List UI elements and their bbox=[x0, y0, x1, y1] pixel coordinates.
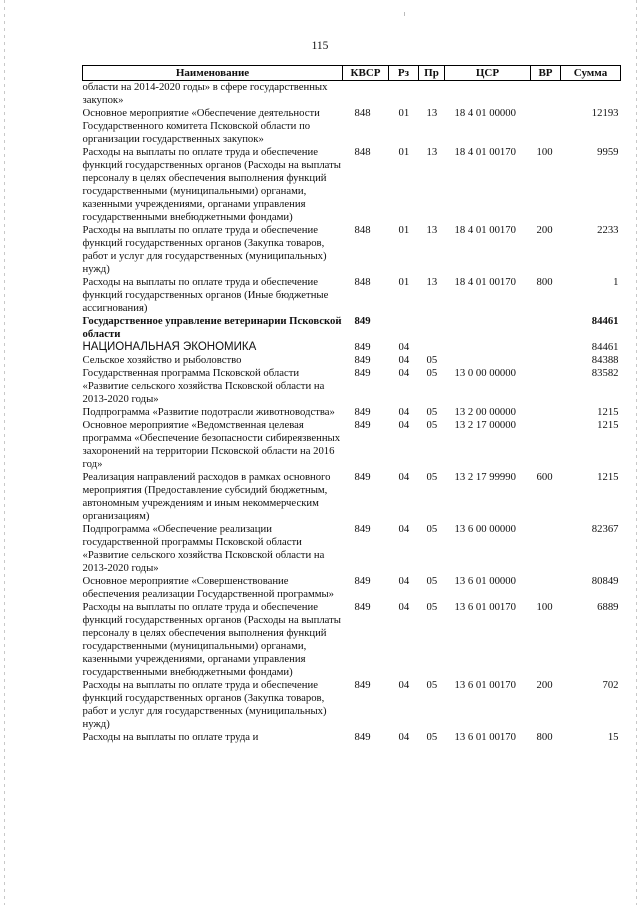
cell-sum: 9959 bbox=[597, 146, 619, 158]
cell-vr bbox=[531, 107, 561, 146]
cell-name: Расходы на выплаты по оплате труда и обеспечение функций государственных органов (Иные бюджетные ассигнования) bbox=[82, 276, 329, 314]
cell-rz: 04 bbox=[398, 601, 410, 613]
cell-pr: 05 bbox=[426, 354, 438, 366]
cell-csr bbox=[445, 315, 531, 341]
cell-rz: 04 bbox=[398, 406, 410, 418]
cell-csr: 13 2 00 00000 bbox=[454, 406, 516, 418]
cell-csr: 18 4 01 00170 bbox=[454, 224, 516, 236]
cell-kvsr: 849 bbox=[354, 523, 371, 535]
table-row bbox=[83, 731, 621, 744]
cell-vr: 100 bbox=[536, 146, 553, 158]
cell-csr: 18 4 01 00000 bbox=[454, 107, 516, 119]
cell-pr: 05 bbox=[426, 523, 438, 535]
cell-pr bbox=[419, 81, 445, 108]
cell-sum: 702 bbox=[602, 679, 619, 691]
cell-kvsr: 849 bbox=[354, 471, 371, 483]
cell-name: Государственная программа Псковской области «Развитие сельского хозяйства Псковской области на 2013-2020 годы» bbox=[82, 367, 325, 405]
cell-kvsr: 849 bbox=[354, 341, 371, 353]
cell-vr bbox=[531, 341, 561, 354]
cell-sum: 83582 bbox=[591, 367, 619, 379]
cell-sum: 12193 bbox=[591, 107, 619, 119]
cell-vr: 200 bbox=[536, 224, 553, 236]
cell-csr: 13 6 01 00000 bbox=[454, 575, 516, 587]
cell-sum bbox=[561, 81, 621, 108]
scan-margin-left bbox=[4, 0, 5, 905]
table-row bbox=[83, 341, 621, 354]
table-row bbox=[83, 471, 621, 523]
cell-sum: 1215 bbox=[597, 406, 619, 418]
header-name: Наименование bbox=[83, 66, 343, 81]
cell-name: Государственное управление ветеринарии Псковской области bbox=[82, 315, 342, 340]
header-rz: Рз bbox=[389, 66, 419, 81]
cell-vr bbox=[531, 81, 561, 108]
cell-rz: 04 bbox=[398, 354, 410, 366]
table-row bbox=[83, 224, 621, 276]
cell-csr: 13 2 17 99990 bbox=[454, 471, 516, 483]
cell-rz: 04 bbox=[398, 679, 410, 691]
cell-kvsr bbox=[343, 81, 389, 108]
page-number: 115 bbox=[311, 40, 329, 52]
cell-sum: 84388 bbox=[591, 354, 619, 366]
cell-sum: 1 bbox=[613, 276, 619, 288]
cell-name: Подпрограмма «Обеспечение реализации государственной программы Псковской области «Развитие сельского хозяйства Псковской области на 2013-2020 годы» bbox=[82, 523, 325, 574]
cell-sum: 15 bbox=[607, 731, 619, 743]
cell-name: Расходы на выплаты по оплате труда и обеспечение функций государственных органов (Закупка товаров, работ и услуг для государственных (муниципальных) нужд) bbox=[82, 224, 327, 275]
cell-csr bbox=[445, 81, 531, 108]
cell-name: Подпрограмма «Развитие подотрасли животноводства» bbox=[82, 406, 335, 418]
cell-vr bbox=[531, 367, 561, 406]
table-row bbox=[83, 146, 621, 224]
cell-vr bbox=[531, 523, 561, 575]
table-row bbox=[83, 367, 621, 406]
cell-vr: 600 bbox=[536, 471, 553, 483]
cell-kvsr: 849 bbox=[354, 679, 371, 691]
table-row bbox=[83, 679, 621, 731]
cell-vr bbox=[531, 315, 561, 341]
cell-kvsr: 848 bbox=[354, 224, 371, 236]
cell-rz: 04 bbox=[398, 367, 410, 379]
cell-vr: 100 bbox=[536, 601, 553, 613]
cell-csr: 18 4 01 00170 bbox=[454, 146, 516, 158]
cell-rz: 01 bbox=[398, 276, 410, 288]
cell-kvsr: 849 bbox=[354, 367, 371, 379]
cell-pr: 05 bbox=[426, 601, 438, 613]
cell-sum: 6889 bbox=[597, 601, 619, 613]
table-row bbox=[83, 601, 621, 679]
cell-kvsr: 848 bbox=[354, 146, 371, 158]
cell-sum: 80849 bbox=[591, 575, 619, 587]
table-row bbox=[83, 406, 621, 419]
cell-csr bbox=[445, 341, 531, 354]
cell-pr bbox=[419, 315, 445, 341]
cell-pr: 05 bbox=[426, 731, 438, 743]
cell-csr: 13 0 00 00000 bbox=[454, 367, 516, 379]
cell-rz bbox=[389, 315, 419, 341]
cell-vr: 200 bbox=[536, 679, 553, 691]
cell-name: Расходы на выплаты по оплате труда и bbox=[82, 731, 259, 743]
header-vr: ВР bbox=[531, 66, 561, 81]
cell-csr: 13 6 01 00170 bbox=[454, 679, 516, 691]
table-row bbox=[83, 81, 621, 108]
cell-name: НАЦИОНАЛЬНАЯ ЭКОНОМИКА bbox=[82, 341, 257, 353]
cell-csr bbox=[445, 354, 531, 367]
cell-rz: 04 bbox=[398, 575, 410, 587]
cell-name: Расходы на выплаты по оплате труда и обеспечение функций государственных органов (Закупка товаров, работ и услуг для государственных (муниципальных) нужд) bbox=[82, 679, 327, 730]
cell-sum: 84461 bbox=[591, 341, 619, 353]
cell-rz: 04 bbox=[398, 731, 410, 743]
cell-name: Основное мероприятие «Ведомственная целевая программа «Обеспечение безопасности сибиреязвенных захоронений на территории Псковской области на 2016 год» bbox=[82, 419, 341, 470]
scan-margin-right bbox=[636, 0, 637, 905]
cell-rz: 01 bbox=[398, 224, 410, 236]
table-header-row bbox=[83, 66, 621, 81]
cell-pr: 13 bbox=[426, 146, 438, 158]
cell-rz bbox=[389, 81, 419, 108]
cell-rz: 04 bbox=[398, 471, 410, 483]
header-sum: Сумма bbox=[561, 66, 621, 81]
cell-sum: 1215 bbox=[597, 471, 619, 483]
cell-kvsr: 848 bbox=[354, 276, 371, 288]
cell-vr bbox=[531, 419, 561, 471]
scan-mark bbox=[404, 12, 405, 16]
cell-csr: 18 4 01 00170 bbox=[454, 276, 516, 288]
cell-vr bbox=[531, 354, 561, 367]
cell-rz: 01 bbox=[398, 107, 410, 119]
cell-name: области на 2014-2020 годы» в сфере государственных закупок» bbox=[82, 81, 328, 106]
cell-pr: 05 bbox=[426, 575, 438, 587]
cell-kvsr: 848 bbox=[354, 107, 371, 119]
cell-kvsr: 849 bbox=[354, 575, 371, 587]
cell-name: Сельское хозяйство и рыболовство bbox=[82, 354, 242, 366]
cell-vr bbox=[531, 406, 561, 419]
cell-sum: 84461 bbox=[591, 315, 619, 327]
cell-name: Расходы на выплаты по оплате труда и обеспечение функций государственных органов (Расходы на выплаты персоналу в целях обеспечения выполнения функций государственными (муниципальными) органами, казенными учреждениями, органами управления государственными внебюджетными фондами) bbox=[82, 601, 341, 678]
header-csr: ЦСР bbox=[445, 66, 531, 81]
cell-sum: 1215 bbox=[597, 419, 619, 431]
cell-pr: 13 bbox=[426, 224, 438, 236]
table-row bbox=[83, 107, 621, 146]
cell-pr: 05 bbox=[426, 679, 438, 691]
cell-pr bbox=[419, 341, 445, 354]
cell-rz: 01 bbox=[398, 146, 410, 158]
header-kvsr: КВСР bbox=[343, 66, 389, 81]
cell-vr: 800 bbox=[536, 276, 553, 288]
cell-rz: 04 bbox=[398, 523, 410, 535]
table-row bbox=[83, 276, 621, 315]
cell-csr: 13 2 17 00000 bbox=[454, 419, 516, 431]
cell-rz: 04 bbox=[398, 419, 410, 431]
cell-csr: 13 6 00 00000 bbox=[454, 523, 516, 535]
cell-kvsr: 849 bbox=[354, 601, 371, 613]
cell-kvsr: 849 bbox=[354, 315, 371, 327]
cell-kvsr: 849 bbox=[354, 354, 371, 366]
cell-sum: 82367 bbox=[591, 523, 619, 535]
cell-name: Основное мероприятие «Обеспечение деятельности Государственного комитета Псковской области по организации государственных закупок» bbox=[82, 107, 320, 145]
cell-rz: 04 bbox=[398, 341, 410, 353]
table-row bbox=[83, 315, 621, 341]
cell-name: Реализация направлений расходов в рамках основного мероприятия (Предоставление субсидий бюджетным, автономным учреждениям и иным некоммерческим организациям) bbox=[82, 471, 331, 522]
table-row bbox=[83, 575, 621, 601]
cell-name: Расходы на выплаты по оплате труда и обеспечение функций государственных органов (Расходы на выплаты персоналу в целях обеспечения выполнения функций государственными (муниципальными) органами, казенными учреждениями, органами управления государственными внебюджетными фондами) bbox=[82, 146, 341, 223]
cell-csr: 13 6 01 00170 bbox=[454, 601, 516, 613]
cell-pr: 05 bbox=[426, 419, 438, 431]
cell-vr: 800 bbox=[536, 731, 553, 743]
cell-pr: 05 bbox=[426, 471, 438, 483]
header-pr: Пр bbox=[419, 66, 445, 81]
cell-sum: 2233 bbox=[597, 224, 619, 236]
cell-pr: 13 bbox=[426, 107, 438, 119]
cell-pr: 05 bbox=[426, 367, 438, 379]
cell-pr: 13 bbox=[426, 276, 438, 288]
cell-kvsr: 849 bbox=[354, 731, 371, 743]
table-row bbox=[83, 354, 621, 367]
table-row bbox=[83, 419, 621, 471]
table-body bbox=[83, 81, 621, 745]
table-row bbox=[83, 523, 621, 575]
cell-name: Основное мероприятие «Совершенствование обеспечения реализации Государственной программы» bbox=[82, 575, 335, 600]
budget-table bbox=[82, 65, 621, 744]
cell-kvsr: 849 bbox=[354, 406, 371, 418]
cell-vr bbox=[531, 575, 561, 601]
cell-kvsr: 849 bbox=[354, 419, 371, 431]
cell-csr: 13 6 01 00170 bbox=[454, 731, 516, 743]
cell-pr: 05 bbox=[426, 406, 438, 418]
